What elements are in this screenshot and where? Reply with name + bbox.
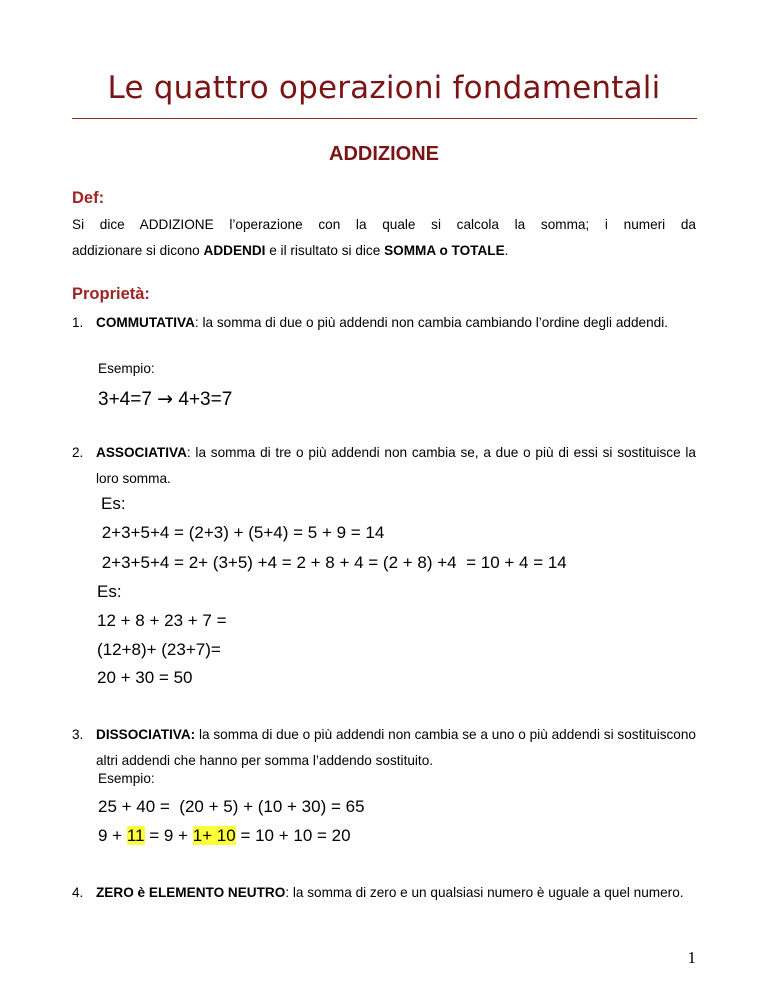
title-divider [72, 118, 697, 119]
list-number: 2. [72, 445, 84, 460]
property-description: : la somma di zero e un qualsiasi numero è uguale a quel numero. [285, 885, 684, 900]
example-line: 20 + 30 = 50 [97, 668, 193, 687]
example-line: 2+3+5+4 = (2+3) + (5+4) = 5 + 9 = 14 [97, 523, 385, 542]
example-label: Es: [97, 582, 122, 601]
definition-line-1: Si dice ADDIZIONE l’operazione con la quale si calcola la somma; i numeri da [72, 217, 696, 232]
example-label: Esempio: [98, 771, 155, 786]
arrow-right-icon: → [157, 388, 174, 410]
property-associativa [72, 440, 696, 492]
example-line: 25 + 40 = (20 + 5) + (10 + 30) = 65 [98, 797, 365, 816]
property-description: : la somma di due o più addendi non cambia cambiando l’ordine degli addendi. [194, 315, 668, 330]
property-description: la somma di due o più addendi non cambia se a uno o più addendi si sostituiscono altri addendi che hanno per somma l’addendo sostituito. [96, 727, 696, 768]
property-dissociativa [72, 722, 696, 774]
property-text [96, 440, 696, 492]
list-number: 3. [72, 727, 84, 742]
property-zero-neutro [72, 880, 696, 906]
example-line: 12 + 8 + 23 + 7 = [97, 611, 227, 630]
highlighted-number: 11 [126, 826, 145, 845]
example-label: Esempio: [98, 361, 155, 376]
example-left: 3+4=7 [98, 389, 158, 410]
example-part: = 10 + 10 = 20 [235, 826, 351, 845]
example-commutativa [98, 388, 232, 411]
property-name: DISSOCIATIVA: [96, 727, 196, 742]
example-label: Es: [101, 494, 126, 513]
property-text [96, 310, 696, 336]
property-description: : la somma di tre o più addendi non cambia se, a due o più di essi si sostituisce la loro somma. [96, 445, 696, 486]
definition-text-part: e il risultato si dice [265, 243, 385, 258]
definition-text-part: . [504, 243, 509, 258]
properties-heading: Proprietà: [72, 285, 150, 303]
property-name: ZERO è ELEMENTO NEUTRO [96, 885, 286, 900]
term-addendi: ADDENDI [203, 243, 266, 258]
list-number: 1. [72, 315, 84, 330]
term-somma: SOMMA o TOTALE [384, 243, 505, 258]
example-right: 4+3=7 [173, 389, 233, 410]
example-line-highlighted [98, 826, 351, 846]
definition-line-2 [72, 238, 696, 264]
page-title: Le quattro operazioni fondamentali [107, 70, 661, 106]
example-line: (12+8)+ (23+7)= [97, 640, 221, 659]
example-part: = 9 + [144, 826, 193, 845]
property-text [96, 880, 696, 906]
property-name: COMMUTATIVA [96, 315, 195, 330]
definition-heading: Def: [72, 189, 105, 207]
section-title: ADDIZIONE [329, 143, 439, 165]
page-number: 1 [687, 948, 696, 967]
definition-text-part: addizionare si dicono [72, 243, 204, 258]
example-line: 2+3+5+4 = 2+ (3+5) +4 = 2 + 8 + 4 = (2 + 8) +4 = 10 + 4 = 14 [97, 553, 567, 572]
property-commutativa [72, 310, 696, 336]
highlighted-sum: 1+ 10 [192, 826, 236, 845]
property-name: ASSOCIATIVA [96, 445, 187, 460]
example-part: 9 + [98, 826, 127, 845]
list-number: 4. [72, 885, 84, 900]
definition-text [72, 212, 696, 264]
property-text [96, 722, 696, 774]
